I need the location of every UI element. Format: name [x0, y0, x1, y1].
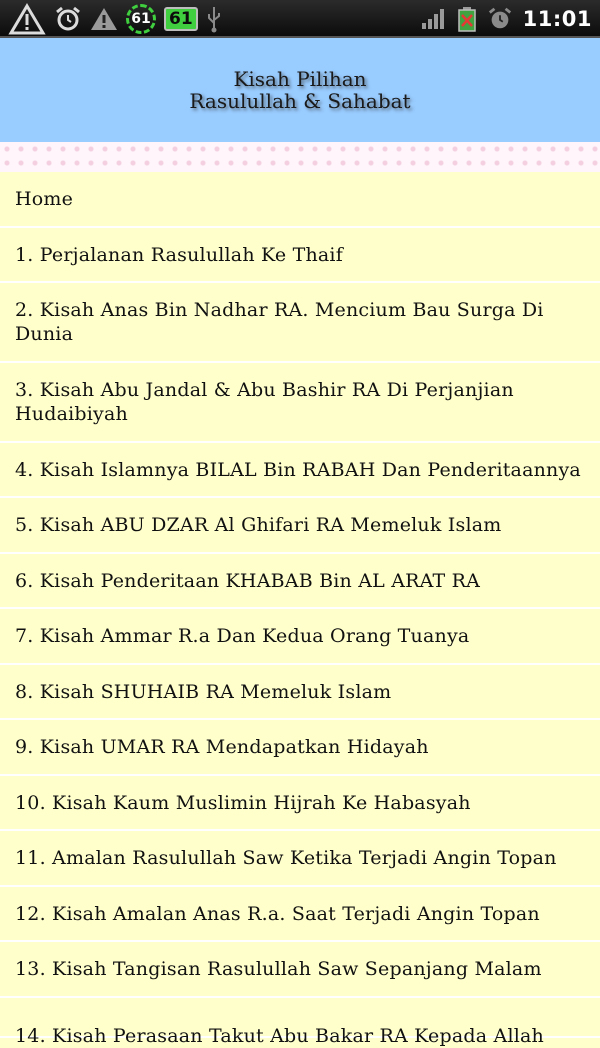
list-item[interactable] [0, 720, 600, 776]
list-item-label: 12. Kisah Amalan Anas R.a. Saat Terjadi Angin Topan [15, 902, 540, 925]
list-item[interactable] [0, 665, 600, 720]
status-bar-right [421, 3, 592, 35]
list-item[interactable] [0, 443, 600, 498]
list-item[interactable] [0, 228, 600, 283]
list-item[interactable] [0, 776, 600, 831]
battery-icon [457, 6, 477, 32]
badge-battery-value: 61 [164, 7, 198, 31]
list-item-label: 3. Kisah Abu Jandal & Abu Bashir RA Di Perjanjian Hudaibiyah [15, 379, 514, 425]
usb-icon [206, 5, 222, 33]
list-item-label: 13. Kisah Tangisan Rasulullah Saw Sepanjang Malam [15, 958, 542, 980]
list-item[interactable] [0, 831, 600, 887]
list-item-label: 7. Kisah Ammar R.a Dan Kedua Orang Tuanya [15, 625, 470, 647]
status-bar-left [8, 3, 222, 35]
list-item-label: 5. Kisah ABU DZAR Al Ghifari RA Memeluk Islam [15, 514, 502, 536]
list-item[interactable] [0, 887, 600, 942]
list-item[interactable] [0, 363, 600, 443]
list-item-label: 14. Kisah Perasaan Takut Abu Bakar RA Kepada Allah [15, 1025, 544, 1047]
app-title-line-2: Rasulullah & Sahabat [189, 89, 411, 113]
signal-icon [421, 8, 447, 30]
alarm-clock-icon [54, 5, 82, 33]
story-list [0, 172, 600, 1047]
app-header [0, 38, 600, 142]
list-item-label: 10. Kisah Kaum Muslimin Hijrah Ke Habasyah [15, 791, 471, 814]
list-item[interactable] [0, 554, 600, 609]
list-item-home[interactable] [0, 172, 600, 228]
warning-icon [90, 6, 118, 32]
list-item-label: 2. Kisah Anas Bin Nadhar RA. Mencium Bau Surga Di Dunia [15, 299, 544, 345]
badge-ring-value: 61 [126, 4, 156, 34]
list-item-label: 8. Kisah SHUHAIB RA Memeluk Islam [15, 680, 392, 703]
list-item-label: 9. Kisah UMAR RA Mendapatkan Hidayah [15, 736, 429, 758]
list-item-label: 4. Kisah Islamnya BILAL Bin RABAH Dan Penderitaannya [15, 458, 581, 481]
warning-icon [8, 3, 46, 35]
app-title-line-1: Kisah Pilihan [233, 67, 367, 91]
list-item[interactable] [0, 283, 600, 363]
list-item-label: Home [15, 188, 74, 210]
decorative-pattern-strip [0, 142, 600, 173]
status-bar [0, 0, 600, 38]
alarm-clock-icon [487, 6, 513, 32]
list-item[interactable] [0, 609, 600, 665]
list-item[interactable] [0, 998, 600, 1047]
list-item-label: 6. Kisah Penderitaan KHABAB Bin AL ARAT RA [15, 569, 481, 592]
list-item-label: 11. Amalan Rasulullah Saw Ketika Terjadi Angin Topan [15, 847, 557, 869]
sync-badge-icon [126, 4, 156, 34]
list-item[interactable] [0, 942, 600, 998]
list-item[interactable] [0, 498, 600, 554]
battery-level-badge [164, 7, 198, 31]
status-bar-clock: 11:01 [522, 7, 592, 31]
list-item-label: 1. Perjalanan Rasulullah Ke Thaif [15, 243, 343, 266]
